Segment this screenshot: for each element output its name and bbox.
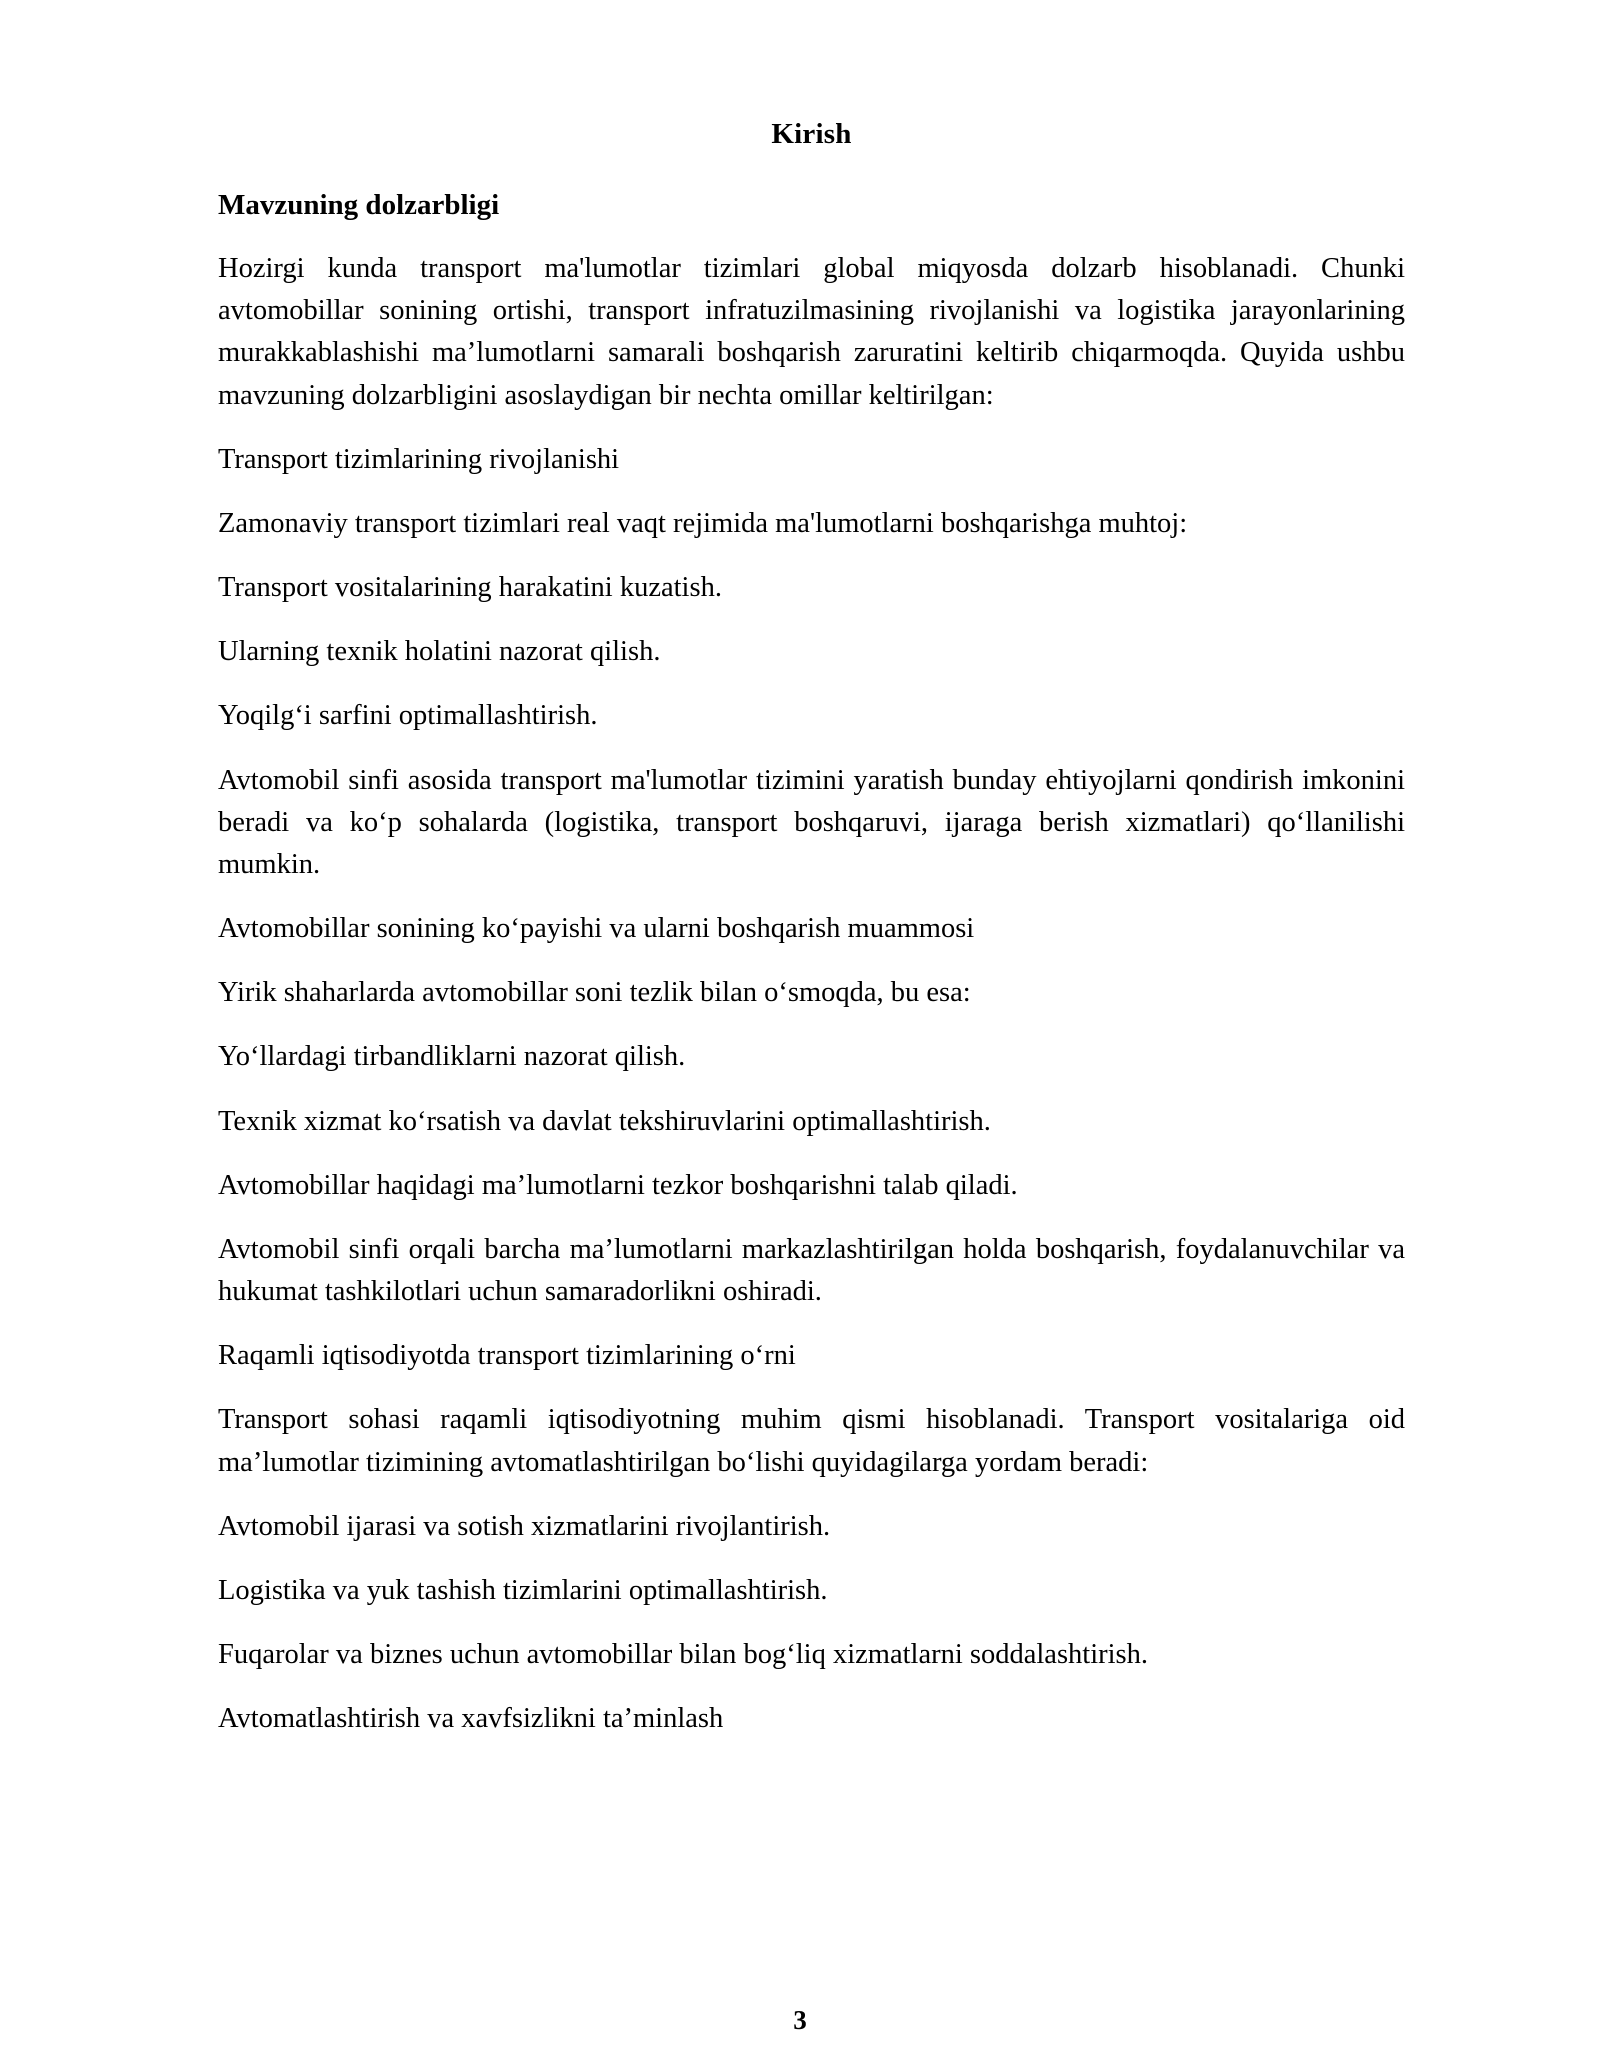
- paragraph-subheading-car-growth: Avtomobillar sonining ko‘payishi va ularni boshqarish muammosi: [218, 913, 975, 945]
- paragraph-city-growth: Yirik shaharlarda avtomobillar soni tezlik bilan o‘smoqda, bu esa:: [218, 977, 971, 1009]
- page-title: Kirish: [771, 118, 852, 150]
- paragraph-technical-monitoring: Ularning texnik holatini nazorat qilish.: [218, 636, 661, 668]
- page-number: 3: [793, 2005, 807, 2035]
- paragraph-logistics: Logistika va yuk tashish tizimlarini optimallashtirish.: [218, 1574, 828, 1606]
- paragraph-fuel-optimization: Yoqilg‘i sarfini optimallashtirish.: [218, 700, 598, 732]
- paragraph-subheading-automation-security: Avtomatlashtirish va xavfsizlikni ta’minlash: [218, 1703, 724, 1735]
- paragraph-service-optimization: Texnik xizmat ko‘rsatish va davlat tekshiruvlarini optimallashtirish.: [218, 1105, 991, 1137]
- paragraph-citizens-business: Fuqarolar va biznes uchun avtomobillar bilan bog‘liq xizmatlarni soddalashtirish.: [218, 1639, 1148, 1671]
- paragraph-subheading-digital-economy: Raqamli iqtisodiyotda transport tizimlarining o‘rni: [218, 1340, 796, 1372]
- paragraph-subheading-transport-systems: Transport tizimlarining rivojlanishi: [218, 443, 620, 475]
- paragraph-data-management: Avtomobillar haqidagi ma’lumotlarni tezkor boshqarishni talab qiladi.: [218, 1169, 1018, 1201]
- paragraph-digital-economy-body: Transport sohasi raqamli iqtisodiyotning muhim qismi hisoblanadi. Transport vositalariga oid ma’lumotlar tizimining avtomatlashtirilgan bo‘lishi quyidagilarga yordam beradi:: [218, 1404, 1405, 1478]
- paragraph-vehicle-tracking: Transport vositalarining harakatini kuzatish.: [218, 572, 722, 604]
- paragraph-traffic-control: Yo‘llardagi tirbandliklarni nazorat qilish.: [218, 1041, 686, 1073]
- paragraph-rent-sales: Avtomobil ijarasi va sotish xizmatlarini rivojlantirish.: [218, 1510, 831, 1542]
- section-heading: Mavzuning dolzarbligi: [218, 189, 500, 221]
- paragraph-realtime-needs: Zamonaviy transport tizimlari real vaqt rejimida ma'lumotlarni boshqarishga muhtoj:: [218, 507, 1188, 539]
- paragraph-centralized-management: Avtomobil sinfi orqali barcha ma’lumotlarni markazlashtirilgan holda boshqarish, foydalanuvchilar va hukumat tashkilotlari uchun samaradorlikni oshiradi.: [218, 1233, 1405, 1308]
- paragraph-car-class-system: Avtomobil sinfi asosida transport ma'lumotlar tizimini yaratish bunday ehtiyojlarni qondirish imkonini beradi va ko‘p sohalarda (logistika, transport boshqaruvi, ijaraga berish xizmatlari) qo‘llanilishi mumkin.: [218, 764, 1405, 880]
- paragraph-intro: Hozirgi kunda transport ma'lumotlar tizimlari global miqyosda dolzarb hisoblanadi. Chunki avtomobillar sonining ortishi, transport infratuzilmasining rivojlanishi va logistika jarayonlarining murakkablashishi ma’lumotlarni samarali boshqarish zaruratini keltirib chiqarmoqda. Quyida ushbu mavzuning dolzarbligini asoslaydigan bir nechta omillar keltirilgan:: [218, 253, 1405, 411]
